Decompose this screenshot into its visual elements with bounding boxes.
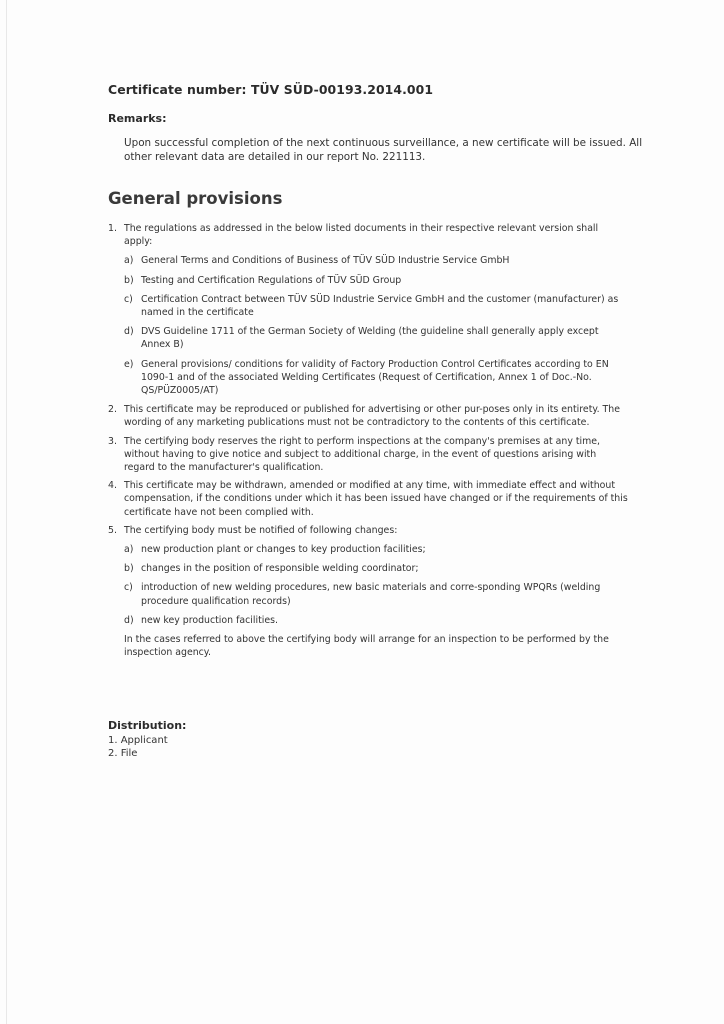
provision-subitem (124, 274, 628, 287)
provision-number: 4. (108, 480, 117, 492)
distribution-item: 2. File (108, 748, 138, 759)
general-provisions-heading: General provisions (108, 189, 283, 208)
provision-text: The certifying body must be notified of following changes: (124, 524, 398, 536)
provision-sublist (124, 254, 628, 397)
subitem-letter: b) (124, 274, 134, 286)
subitem-text: new production plant or changes to key production facilities; (141, 544, 426, 556)
provision-text: This certificate may be reproduced or published for advertising or other pur-poses only in its entirety. The wording of any marketing publications must not be contradictory to the contents of this certificate. (124, 404, 620, 429)
distribution-item: 1. Applicant (108, 734, 168, 746)
distribution-heading: Distribution: (108, 719, 187, 732)
subitem-text: General provisions/ conditions for validity of Factory Production Control Certificates according to EN 1090-1 and of the associated Welding Certificates (Request of Certification, Annex 1 of Doc.-No. QS/PÜZ0005/AT) (141, 358, 609, 397)
provision-sublist (124, 543, 628, 627)
subitem-text: introduction of new welding procedures, new basic materials and corre-sponding WPQRs (welding procedure qualification records) (141, 582, 601, 607)
provisions-list (108, 222, 628, 664)
remarks-text: Upon successful completion of the next continuous surveillance, a new certificate will be issued. All other relevant data are detailed in our report No. 221113. (124, 137, 643, 163)
provision-subitem (124, 293, 628, 319)
provision-item-3 (108, 435, 628, 475)
subitem-letter: d) (124, 326, 134, 338)
scan-edge (6, 0, 7, 1024)
subitem-letter: a) (124, 544, 134, 556)
subitem-text: Certification Contract between TÜV SÜD Industrie Service GmbH and the customer (manufacturer) as named in the certificate (141, 293, 619, 319)
subitem-letter: b) (124, 563, 134, 575)
subitem-letter: e) (124, 358, 134, 370)
remarks-heading: Remarks: (108, 112, 167, 125)
provision-subitem (124, 614, 628, 627)
subitem-text: General Terms and Conditions of Business of TÜV SÜD Industrie Service GmbH (141, 255, 510, 267)
subitem-letter: c) (124, 293, 133, 305)
subitem-text: changes in the position of responsible welding coordinator; (141, 563, 419, 575)
subitem-text: Testing and Certification Regulations of TÜV SÜD Group (141, 274, 402, 286)
subitem-text: DVS Guideline 1711 of the German Society of Welding (the guideline shall generally apply except Annex B) (141, 326, 599, 351)
provision-subitem (124, 562, 628, 575)
subitem-letter: a) (124, 255, 134, 267)
distribution-block (108, 719, 186, 761)
provision-number: 2. (108, 404, 117, 416)
provision-item-5 (108, 524, 628, 660)
provision-number: 5. (108, 524, 117, 536)
provision-subitem (124, 543, 628, 556)
provision-subitem (124, 358, 628, 398)
provision-subitem (124, 325, 628, 351)
provision-closing-text: In the cases referred to above the certifying body will arrange for an inspection to be performed by the inspection agency. (124, 634, 609, 659)
provision-text: This certificate may be withdrawn, amended or modified at any time, with immediate effect and without compensation, if the conditions under which it has been issued have changed or if the requirements of this certificate have not been complied with. (124, 480, 628, 518)
provision-item-2 (108, 403, 628, 429)
provision-number: 3. (108, 435, 117, 447)
subitem-letter: d) (124, 614, 134, 626)
provision-item-4 (108, 479, 628, 519)
certificate-number: Certificate number: TÜV SÜD-00193.2014.001 (108, 82, 434, 97)
subitem-letter: c) (124, 582, 133, 594)
provision-item-1 (108, 222, 628, 397)
provision-number: 1. (108, 223, 117, 234)
provision-text: The certifying body reserves the right to perform inspections at the company's premises at any time, without having to give notice and subject to additional charge, in the event of questions arising with regard to the manufacturer's qualification. (124, 435, 601, 474)
provision-text: The regulations as addressed in the below listed documents in their respective relevant version shall apply: (124, 223, 599, 248)
provision-subitem (124, 581, 628, 607)
provision-subitem (124, 254, 628, 267)
subitem-text: new key production facilities. (141, 614, 278, 626)
